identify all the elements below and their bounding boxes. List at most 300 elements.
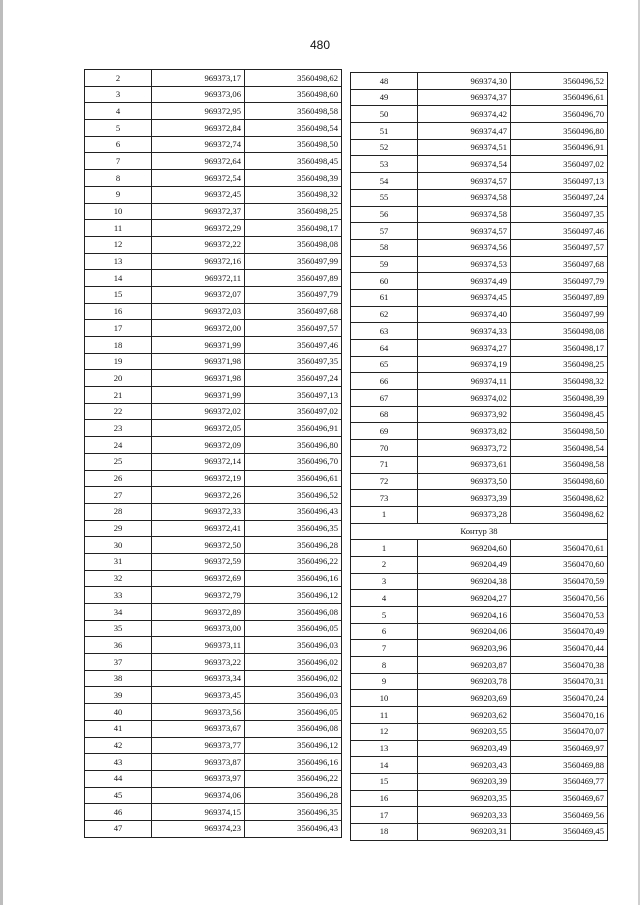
coord-y: 3560498,62 xyxy=(511,490,608,507)
coord-y: 3560498,39 xyxy=(245,170,342,187)
coord-y: 3560496,70 xyxy=(245,453,342,470)
coord-y: 3560497,68 xyxy=(245,303,342,320)
point-number: 19 xyxy=(85,353,152,370)
point-number: 66 xyxy=(351,373,418,390)
coord-x: 969203,55 xyxy=(418,723,511,740)
coord-y: 3560496,16 xyxy=(245,570,342,587)
coord-y: 3560496,28 xyxy=(245,537,342,554)
table-row xyxy=(351,723,608,740)
point-number: 69 xyxy=(351,423,418,440)
coord-x: 969372,84 xyxy=(152,120,245,137)
coord-x: 969372,00 xyxy=(152,320,245,337)
table-row xyxy=(85,253,342,270)
coord-x: 969374,19 xyxy=(418,356,511,373)
table-row xyxy=(85,520,342,537)
table-row xyxy=(85,86,342,103)
table-row xyxy=(85,353,342,370)
point-number: 2 xyxy=(351,556,418,573)
table-row xyxy=(85,170,342,187)
table-row xyxy=(85,804,342,821)
coord-x: 969374,37 xyxy=(418,89,511,106)
coord-x: 969371,99 xyxy=(152,337,245,354)
coord-y: 3560470,53 xyxy=(511,607,608,624)
coord-x: 969372,03 xyxy=(152,303,245,320)
coord-x: 969373,50 xyxy=(418,473,511,490)
coord-x: 969374,11 xyxy=(418,373,511,390)
table-row xyxy=(85,587,342,604)
table-row xyxy=(351,740,608,757)
coord-y: 3560496,52 xyxy=(511,73,608,90)
coord-x: 969374,27 xyxy=(418,340,511,357)
coord-x: 969203,78 xyxy=(418,673,511,690)
point-number: 47 xyxy=(85,820,152,837)
coord-y: 3560497,99 xyxy=(245,253,342,270)
coord-x: 969374,57 xyxy=(418,173,511,190)
coord-x: 969371,99 xyxy=(152,387,245,404)
point-number: 4 xyxy=(351,590,418,607)
table-row xyxy=(351,456,608,473)
coord-x: 969372,11 xyxy=(152,270,245,287)
coord-x: 969374,45 xyxy=(418,289,511,306)
coord-y: 3560470,38 xyxy=(511,657,608,674)
point-number: 1 xyxy=(351,506,418,523)
coord-y: 3560496,35 xyxy=(245,804,342,821)
coord-y: 3560498,45 xyxy=(245,153,342,170)
coord-y: 3560496,12 xyxy=(245,737,342,754)
coord-y: 3560497,35 xyxy=(511,206,608,223)
point-number: 15 xyxy=(351,773,418,790)
coord-y: 3560470,61 xyxy=(511,540,608,557)
table-row xyxy=(85,570,342,587)
coord-y: 3560470,24 xyxy=(511,690,608,707)
contour-header-section xyxy=(351,523,608,540)
coord-y: 3560498,50 xyxy=(511,423,608,440)
coord-x: 969372,54 xyxy=(152,170,245,187)
coord-x: 969373,92 xyxy=(418,406,511,423)
point-number: 7 xyxy=(85,153,152,170)
point-number: 36 xyxy=(85,637,152,654)
coord-x: 969372,41 xyxy=(152,520,245,537)
coord-y: 3560470,60 xyxy=(511,556,608,573)
table-row xyxy=(85,704,342,721)
table-row xyxy=(351,790,608,807)
table-row xyxy=(85,220,342,237)
coord-y: 3560497,68 xyxy=(511,256,608,273)
coord-x: 969373,72 xyxy=(418,440,511,457)
point-number: 13 xyxy=(85,253,152,270)
point-number: 62 xyxy=(351,306,418,323)
table-row xyxy=(85,303,342,320)
coordinates-table-right-top-body xyxy=(351,73,608,524)
coord-y: 3560498,58 xyxy=(511,456,608,473)
point-number: 51 xyxy=(351,123,418,140)
coord-x: 969372,22 xyxy=(152,236,245,253)
coord-x: 969373,77 xyxy=(152,737,245,754)
coord-y: 3560469,97 xyxy=(511,740,608,757)
table-row xyxy=(351,590,608,607)
table-row xyxy=(351,707,608,724)
point-number: 17 xyxy=(85,320,152,337)
coord-y: 3560496,43 xyxy=(245,503,342,520)
coord-x: 969374,23 xyxy=(152,820,245,837)
coord-y: 3560496,08 xyxy=(245,604,342,621)
coord-x: 969374,06 xyxy=(152,787,245,804)
table-row xyxy=(85,337,342,354)
coord-x: 969372,02 xyxy=(152,403,245,420)
point-number: 15 xyxy=(85,286,152,303)
point-number: 56 xyxy=(351,206,418,223)
table-row xyxy=(351,89,608,106)
point-number: 58 xyxy=(351,239,418,256)
table-row xyxy=(351,440,608,457)
coord-x: 969372,59 xyxy=(152,553,245,570)
coord-x: 969374,57 xyxy=(418,223,511,240)
point-number: 35 xyxy=(85,620,152,637)
table-row xyxy=(351,156,608,173)
coord-y: 3560496,22 xyxy=(245,553,342,570)
point-number: 4 xyxy=(85,103,152,120)
table-row xyxy=(85,770,342,787)
coord-x: 969374,30 xyxy=(418,73,511,90)
point-number: 52 xyxy=(351,139,418,156)
coord-y: 3560497,46 xyxy=(511,223,608,240)
point-number: 67 xyxy=(351,390,418,407)
table-row xyxy=(351,773,608,790)
coord-x: 969374,56 xyxy=(418,239,511,256)
table-row xyxy=(351,223,608,240)
coord-x: 969372,26 xyxy=(152,487,245,504)
point-number: 6 xyxy=(85,136,152,153)
table-row xyxy=(85,120,342,137)
coord-x: 969203,87 xyxy=(418,657,511,674)
coord-y: 3560470,31 xyxy=(511,673,608,690)
coord-y: 3560469,56 xyxy=(511,807,608,824)
point-number: 40 xyxy=(85,704,152,721)
coord-x: 969374,40 xyxy=(418,306,511,323)
coord-x: 969203,96 xyxy=(418,640,511,657)
page-number: 480 xyxy=(309,38,331,52)
coord-y: 3560498,54 xyxy=(245,120,342,137)
coord-y: 3560497,57 xyxy=(245,320,342,337)
coord-y: 3560498,62 xyxy=(511,506,608,523)
point-number: 38 xyxy=(85,670,152,687)
point-number: 5 xyxy=(85,120,152,137)
point-number: 13 xyxy=(351,740,418,757)
point-number: 5 xyxy=(351,607,418,624)
point-number: 12 xyxy=(85,236,152,253)
coord-x: 969374,58 xyxy=(418,206,511,223)
coord-y: 3560469,88 xyxy=(511,757,608,774)
point-number: 32 xyxy=(85,570,152,587)
coord-y: 3560497,35 xyxy=(245,353,342,370)
table-row xyxy=(85,387,342,404)
coord-y: 3560497,24 xyxy=(245,370,342,387)
point-number: 18 xyxy=(351,823,418,840)
coord-y: 3560496,08 xyxy=(245,720,342,737)
coord-x: 969374,54 xyxy=(418,156,511,173)
coord-y: 3560498,25 xyxy=(511,356,608,373)
point-number: 22 xyxy=(85,403,152,420)
coord-y: 3560498,17 xyxy=(511,340,608,357)
coord-y: 3560498,32 xyxy=(511,373,608,390)
coord-y: 3560470,16 xyxy=(511,707,608,724)
coord-y: 3560496,02 xyxy=(245,654,342,671)
table-row xyxy=(85,103,342,120)
coord-y: 3560497,79 xyxy=(245,286,342,303)
coord-y: 3560496,61 xyxy=(511,89,608,106)
coord-x: 969372,74 xyxy=(152,136,245,153)
table-row xyxy=(351,323,608,340)
coord-y: 3560496,03 xyxy=(245,637,342,654)
table-row xyxy=(351,106,608,123)
coord-x: 969372,14 xyxy=(152,453,245,470)
coord-y: 3560496,80 xyxy=(245,437,342,454)
coord-x: 969373,67 xyxy=(152,720,245,737)
table-row xyxy=(351,189,608,206)
coord-x: 969373,28 xyxy=(418,506,511,523)
point-number: 30 xyxy=(85,537,152,554)
coord-x: 969372,69 xyxy=(152,570,245,587)
point-number: 31 xyxy=(85,553,152,570)
coord-x: 969374,58 xyxy=(418,189,511,206)
coord-x: 969373,00 xyxy=(152,620,245,637)
point-number: 24 xyxy=(85,437,152,454)
table-row xyxy=(351,540,608,557)
coord-y: 3560470,49 xyxy=(511,623,608,640)
point-number: 9 xyxy=(351,673,418,690)
coord-x: 969203,49 xyxy=(418,740,511,757)
point-number: 65 xyxy=(351,356,418,373)
point-number: 42 xyxy=(85,737,152,754)
coord-x: 969372,05 xyxy=(152,420,245,437)
point-number: 10 xyxy=(351,690,418,707)
coord-y: 3560497,57 xyxy=(511,239,608,256)
table-row xyxy=(85,136,342,153)
coord-y: 3560496,52 xyxy=(245,487,342,504)
coord-y: 3560469,45 xyxy=(511,823,608,840)
table-row xyxy=(85,620,342,637)
coord-y: 3560470,59 xyxy=(511,573,608,590)
table-row xyxy=(351,757,608,774)
coord-y: 3560497,13 xyxy=(245,387,342,404)
coord-x: 969372,29 xyxy=(152,220,245,237)
table-row xyxy=(351,690,608,707)
table-row xyxy=(85,720,342,737)
coord-y: 3560496,12 xyxy=(245,587,342,604)
point-number: 43 xyxy=(85,754,152,771)
coord-y: 3560497,99 xyxy=(511,306,608,323)
scan-edge-left xyxy=(0,0,3,905)
table-row xyxy=(351,73,608,90)
table-row xyxy=(85,420,342,437)
coord-x: 969372,37 xyxy=(152,203,245,220)
coord-x: 969373,06 xyxy=(152,86,245,103)
coord-x: 969373,22 xyxy=(152,654,245,671)
coord-x: 969204,06 xyxy=(418,623,511,640)
contour-header-row xyxy=(351,523,608,540)
coord-x: 969204,49 xyxy=(418,556,511,573)
coord-x: 969204,27 xyxy=(418,590,511,607)
table-row xyxy=(351,373,608,390)
coord-y: 3560498,54 xyxy=(511,440,608,457)
point-number: 9 xyxy=(85,186,152,203)
coord-x: 969374,33 xyxy=(418,323,511,340)
point-number: 20 xyxy=(85,370,152,387)
table-row xyxy=(85,236,342,253)
coord-x: 969372,16 xyxy=(152,253,245,270)
coord-y: 3560498,32 xyxy=(245,186,342,203)
point-number: 71 xyxy=(351,456,418,473)
coord-x: 969372,95 xyxy=(152,103,245,120)
table-row xyxy=(85,286,342,303)
coord-x: 969374,53 xyxy=(418,256,511,273)
table-row xyxy=(351,173,608,190)
point-number: 60 xyxy=(351,273,418,290)
table-row xyxy=(351,239,608,256)
table-row xyxy=(85,203,342,220)
table-row xyxy=(351,423,608,440)
coord-y: 3560498,08 xyxy=(245,236,342,253)
point-number: 70 xyxy=(351,440,418,457)
table-row xyxy=(85,270,342,287)
coord-x: 969203,62 xyxy=(418,707,511,724)
point-number: 64 xyxy=(351,340,418,357)
table-row xyxy=(85,553,342,570)
coord-x: 969203,39 xyxy=(418,773,511,790)
coord-y: 3560498,50 xyxy=(245,136,342,153)
table-row xyxy=(85,487,342,504)
coord-x: 969372,50 xyxy=(152,537,245,554)
point-number: 54 xyxy=(351,173,418,190)
coordinates-table-left xyxy=(84,69,342,838)
point-number: 11 xyxy=(85,220,152,237)
table-row xyxy=(85,453,342,470)
point-number: 8 xyxy=(351,657,418,674)
table-row xyxy=(85,503,342,520)
table-row xyxy=(351,657,608,674)
coord-y: 3560497,89 xyxy=(245,270,342,287)
point-number: 14 xyxy=(85,270,152,287)
point-number: 17 xyxy=(351,807,418,824)
coord-y: 3560497,46 xyxy=(245,337,342,354)
table-row xyxy=(351,273,608,290)
coord-y: 3560498,58 xyxy=(245,103,342,120)
coord-x: 969203,35 xyxy=(418,790,511,807)
point-number: 28 xyxy=(85,503,152,520)
coord-x: 969374,15 xyxy=(152,804,245,821)
point-number: 37 xyxy=(85,654,152,671)
table-row xyxy=(85,687,342,704)
table-row xyxy=(85,537,342,554)
coord-x: 969372,45 xyxy=(152,186,245,203)
coord-x: 969373,17 xyxy=(152,70,245,87)
coord-x: 969374,47 xyxy=(418,123,511,140)
table-row xyxy=(351,573,608,590)
coord-x: 969373,61 xyxy=(418,456,511,473)
table-row xyxy=(85,370,342,387)
table-row xyxy=(85,820,342,837)
table-row xyxy=(85,737,342,754)
coord-x: 969372,79 xyxy=(152,587,245,604)
coord-x: 969203,31 xyxy=(418,823,511,840)
table-row xyxy=(85,670,342,687)
coord-x: 969373,97 xyxy=(152,770,245,787)
coord-x: 969373,56 xyxy=(152,704,245,721)
coord-y: 3560498,39 xyxy=(511,390,608,407)
point-number: 1 xyxy=(351,540,418,557)
coord-y: 3560497,79 xyxy=(511,273,608,290)
coord-y: 3560498,25 xyxy=(245,203,342,220)
table-row xyxy=(85,654,342,671)
point-number: 68 xyxy=(351,406,418,423)
table-row xyxy=(351,673,608,690)
coord-x: 969204,16 xyxy=(418,607,511,624)
coord-x: 969203,69 xyxy=(418,690,511,707)
table-row xyxy=(85,637,342,654)
coord-y: 3560496,22 xyxy=(245,770,342,787)
table-row xyxy=(85,403,342,420)
point-number: 59 xyxy=(351,256,418,273)
point-number: 23 xyxy=(85,420,152,437)
table-row xyxy=(351,473,608,490)
coord-y: 3560469,77 xyxy=(511,773,608,790)
table-row xyxy=(351,139,608,156)
coord-x: 969372,33 xyxy=(152,503,245,520)
table-row xyxy=(351,406,608,423)
coord-y: 3560496,91 xyxy=(511,139,608,156)
table-row xyxy=(351,807,608,824)
point-number: 16 xyxy=(85,303,152,320)
point-number: 12 xyxy=(351,723,418,740)
point-number: 48 xyxy=(351,73,418,90)
table-row xyxy=(351,206,608,223)
coord-x: 969372,09 xyxy=(152,437,245,454)
point-number: 45 xyxy=(85,787,152,804)
table-row xyxy=(85,320,342,337)
coord-y: 3560496,16 xyxy=(245,754,342,771)
point-number: 7 xyxy=(351,640,418,657)
point-number: 26 xyxy=(85,470,152,487)
coord-x: 969371,98 xyxy=(152,370,245,387)
point-number: 39 xyxy=(85,687,152,704)
coord-y: 3560498,45 xyxy=(511,406,608,423)
table-row xyxy=(85,470,342,487)
coord-x: 969372,89 xyxy=(152,604,245,621)
point-number: 6 xyxy=(351,623,418,640)
point-number: 11 xyxy=(351,707,418,724)
coord-x: 969374,49 xyxy=(418,273,511,290)
point-number: 2 xyxy=(85,70,152,87)
point-number: 72 xyxy=(351,473,418,490)
coord-y: 3560497,02 xyxy=(245,403,342,420)
coord-y: 3560470,44 xyxy=(511,640,608,657)
coord-y: 3560496,28 xyxy=(245,787,342,804)
point-number: 49 xyxy=(351,89,418,106)
coord-x: 969374,51 xyxy=(418,139,511,156)
table-row xyxy=(351,123,608,140)
coord-y: 3560496,35 xyxy=(245,520,342,537)
coord-x: 969373,39 xyxy=(418,490,511,507)
coord-x: 969372,64 xyxy=(152,153,245,170)
table-row xyxy=(351,289,608,306)
point-number: 21 xyxy=(85,387,152,404)
point-number: 41 xyxy=(85,720,152,737)
coord-x: 969203,33 xyxy=(418,807,511,824)
table-row xyxy=(351,356,608,373)
coord-y: 3560497,89 xyxy=(511,289,608,306)
coord-y: 3560497,24 xyxy=(511,189,608,206)
point-number: 3 xyxy=(351,573,418,590)
